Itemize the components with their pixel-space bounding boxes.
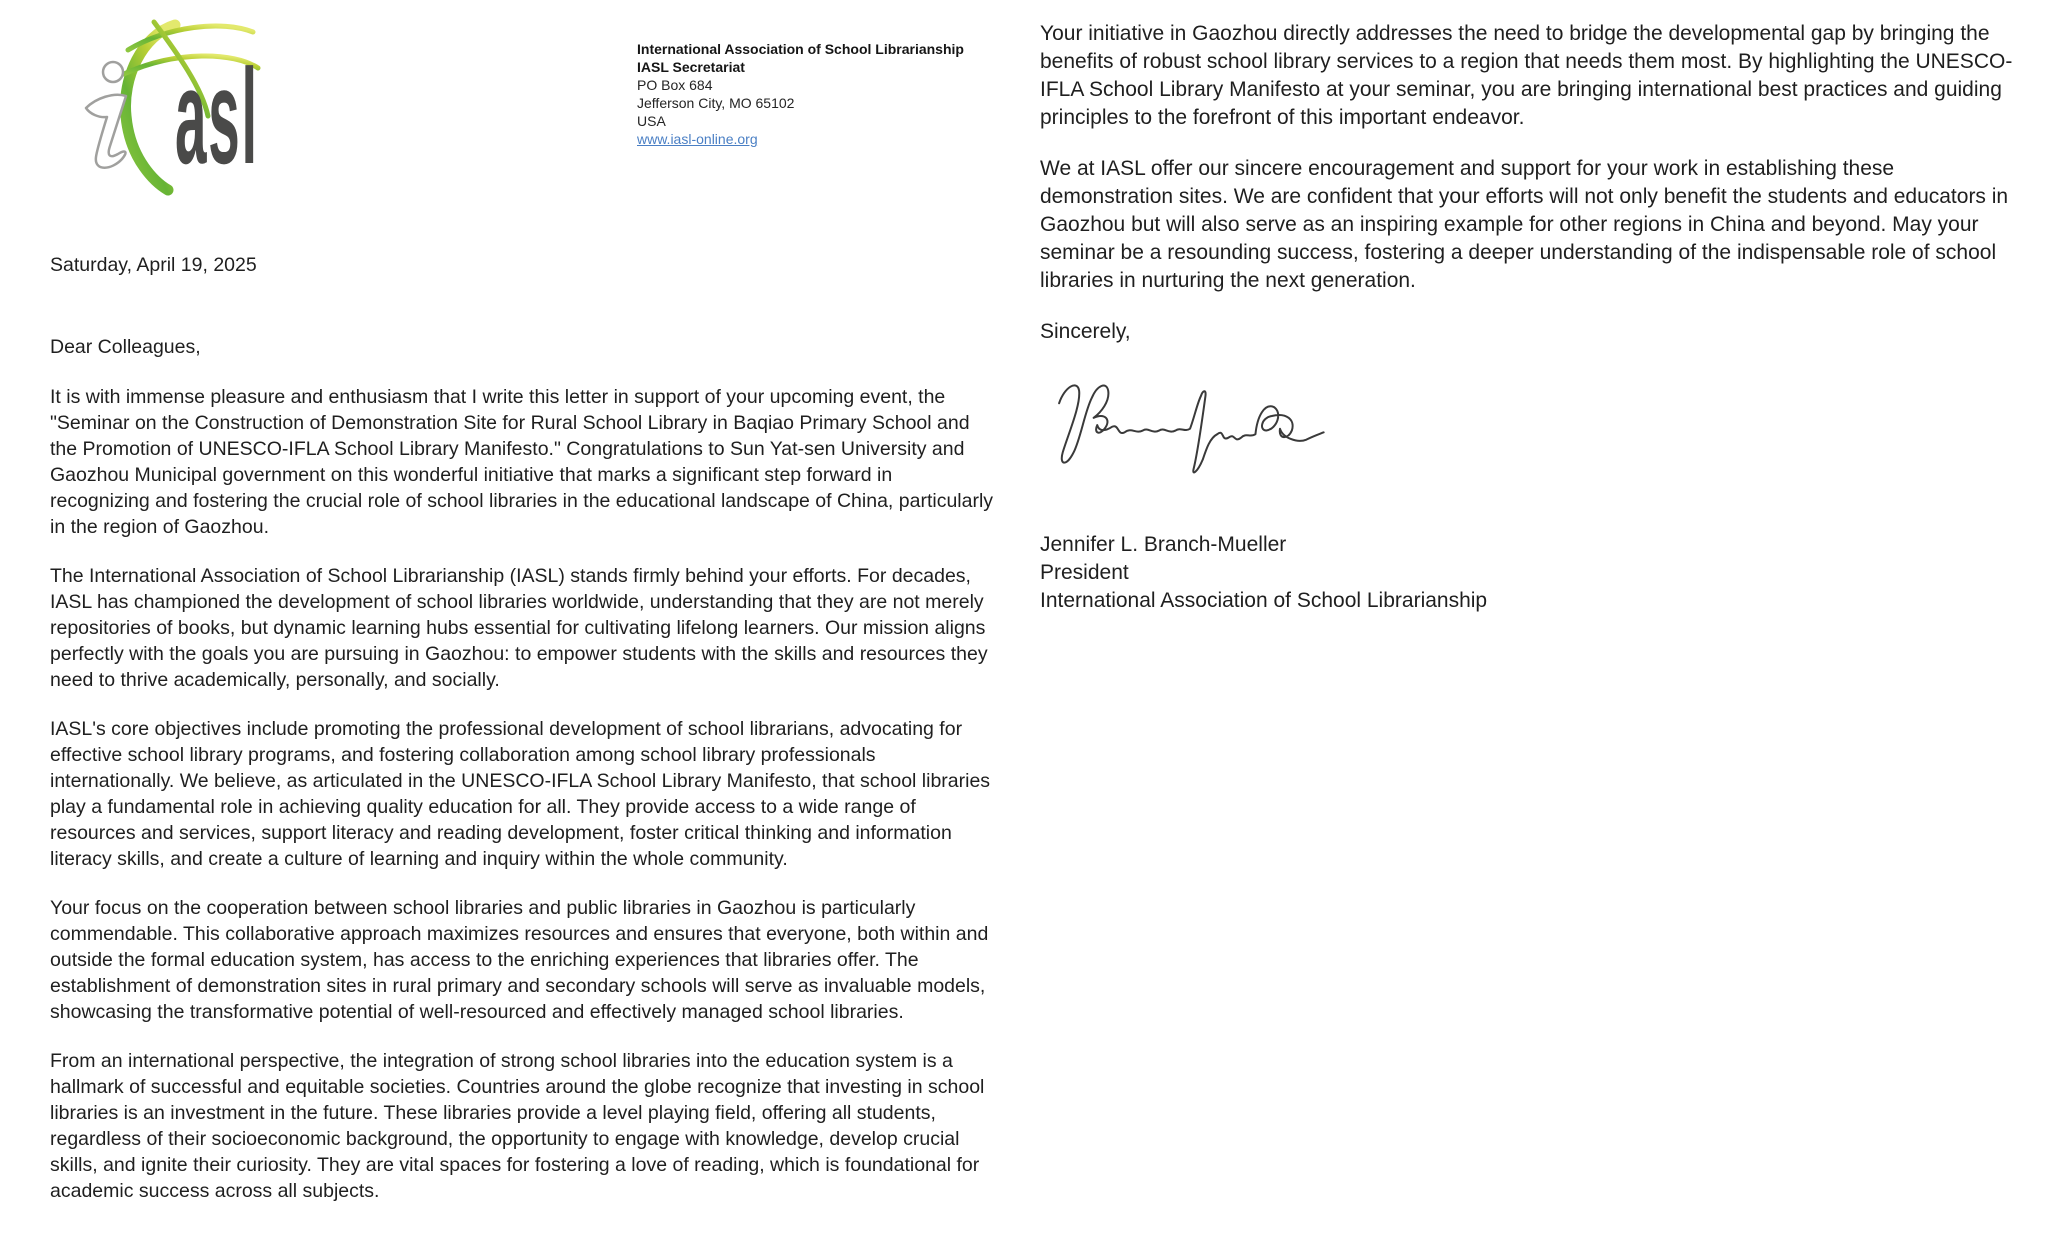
letter-closing: Sincerely,	[1040, 320, 1131, 343]
body-paragraph-4: Your focus on the cooperation between school libraries and public libraries in Gaozhou is particularly commendable. This collaborative approach maximizes resources and ensures that everyone, both within and outside the formal education system, has access to the enriching experiences that libraries offer. The establishment of demonstration sites in rural primary and secondary schools will serve as invaluable models, showcasing the transformative potential of well-resourced and effectively managed school libraries.	[50, 897, 989, 1023]
body-paragraph-1: It is with immense pleasure and enthusiasm that I write this letter in support of your upcoming event, the "Seminar on the Construction of Demonstration Site for Rural School Library in Baqiao Primary School and the Promotion of UNESCO-IFLA School Library Manifesto." Congratulations to Sun Yat-sen University and Gaozhou Municipal government on this wonderful initiative that marks a significant step forward in recognizing and fostering the crucial role of school libraries in the educational landscape of China, particularly in the region of Gaozhou.	[50, 386, 994, 538]
letterhead-po-box: PO Box 684	[637, 77, 713, 93]
letter-right-column	[1040, 20, 2025, 615]
letterhead-country: USA	[637, 113, 666, 129]
letterhead-website-link[interactable]: www.iasl-online.org	[637, 131, 758, 147]
signer-org: International Association of School Librarianship	[1040, 589, 1488, 612]
logo-asl-text: asl	[175, 40, 259, 192]
letterhead-city-state-zip: Jefferson City, MO 65102	[637, 95, 795, 111]
letter-left-column	[50, 252, 995, 1227]
body-paragraph-2: The International Association of School Librarianship (IASL) stands firmly behind your efforts. For decades, IASL has championed the development of school libraries worldwide, understanding that they are not merely repositories of books, but dynamic learning hubs essential for cultivating lifelong learners. Our mission aligns perfectly with the goals you are pursuing in Gaozhou: to empower students with the skills and resources they need to thrive academically, personally, and socially.	[50, 565, 988, 691]
letterhead-secretariat: IASL Secretariat	[637, 59, 745, 75]
body-paragraph-3: IASL's core objectives include promoting the professional development of school librarians, advocating for effective school library programs, and fostering collaboration among school library professionals internationally. We believe, as articulated in the UNESCO-IFLA School Library Manifesto, that school libraries play a fundamental role in achieving quality education for all. They provide access to a wide range of resources and services, support literacy and reading development, foster critical thinking and information literacy skills, and create a culture of learning and inquiry within the whole community.	[50, 718, 991, 870]
signature-image	[1040, 376, 1350, 476]
body-paragraph-5: From an international perspective, the integration of strong school libraries into the education system is a hallmark of successful and equitable societies. Countries around the globe recognize that investing in school libraries is an investment in the future. These libraries provide a level playing field, offering all students, regardless of their socioeconomic background, the opportunity to engage with knowledge, develop crucial skills, and ignite their curiosity. They are vital spaces for fostering a love of reading, which is foundational for academic success across all subjects.	[50, 1050, 985, 1202]
letterhead-org-name: International Association of School Librarianship	[637, 41, 964, 57]
signature-block	[1040, 531, 2025, 615]
letter-date: Saturday, April 19, 2025	[50, 254, 257, 276]
logo-i-glyph	[86, 62, 126, 168]
letter-salutation: Dear Colleagues,	[50, 336, 201, 358]
iasl-logo-icon	[56, 8, 271, 198]
letterhead-block	[637, 40, 964, 148]
body-paragraph-7: We at IASL offer our sincere encouragement and support for your work in establishing these demonstration sites. We are confident that your efforts will not only benefit the students and educators in Gaozhou but will also serve as an inspiring example for other regions in China and beyond. May your seminar be a resounding success, fostering a deeper understanding of the indispensable role of school libraries in nurturing the next generation.	[1040, 157, 2009, 292]
body-paragraph-6: Your initiative in Gaozhou directly addresses the need to bridge the developmental gap by bringing the benefits of robust school library services to a region that needs them most. By highlighting the UNESCO-IFLA School Library Manifesto at your seminar, you are bringing international best practices and guiding principles to the forefront of this important endeavor.	[1040, 22, 2013, 129]
signer-name: Jennifer L. Branch-Mueller	[1040, 533, 1287, 556]
signer-title: President	[1040, 561, 1129, 584]
